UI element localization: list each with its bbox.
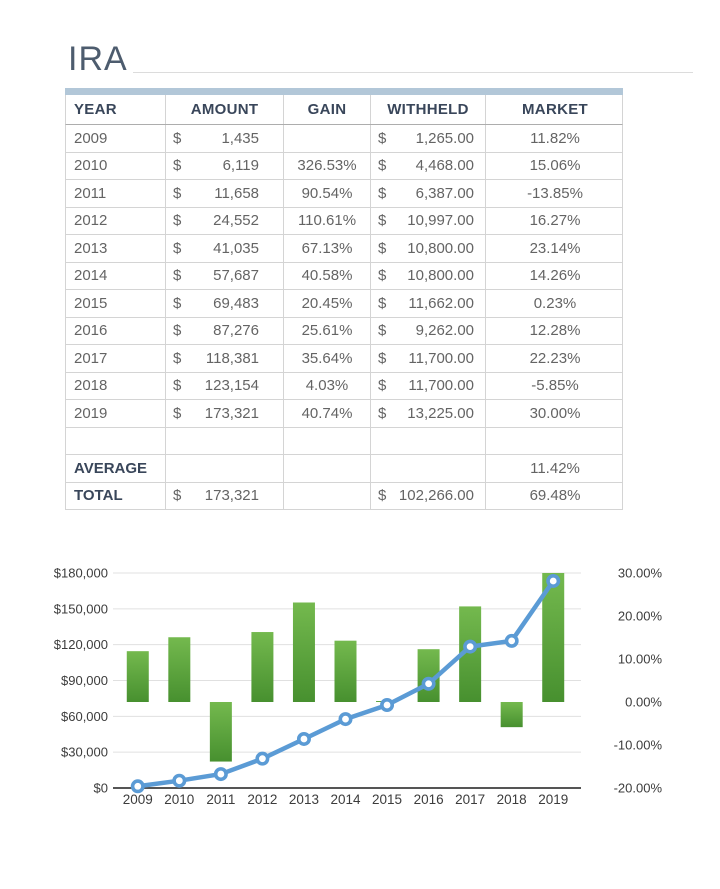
cell-withheld xyxy=(371,345,486,372)
cell-withheld xyxy=(371,428,486,455)
cell-amount-currency: $ xyxy=(173,404,182,422)
cell-gain: 35.64% xyxy=(284,345,371,372)
left-axis-tick: $60,000 xyxy=(61,708,108,724)
cell-year xyxy=(66,428,166,455)
table-row xyxy=(65,180,623,208)
cell-withheld-currency: $ xyxy=(378,129,387,147)
cell-amount-currency: $ xyxy=(173,487,182,505)
cell-market: 11.82% xyxy=(530,129,580,147)
market-bar-2012 xyxy=(251,632,273,702)
cell-withheld xyxy=(371,318,486,345)
x-axis-label: 2015 xyxy=(372,792,403,807)
cell-withheld xyxy=(371,455,486,482)
cell-market: 14.26% xyxy=(529,267,581,285)
cell-year: 2010 xyxy=(66,153,166,180)
cell-withheld-currency: $ xyxy=(378,487,387,505)
cell-amount-value: 11,658 xyxy=(214,184,259,202)
cell-withheld-currency: $ xyxy=(378,157,387,175)
table-row xyxy=(65,400,623,428)
x-axis-label: 2011 xyxy=(206,792,236,807)
cell-withheld-value: 9,262.00 xyxy=(415,322,474,340)
cell-withheld xyxy=(371,125,486,152)
cell-amount-currency: $ xyxy=(173,157,182,175)
cell-amount-currency: $ xyxy=(173,349,182,367)
line-marker-2010 xyxy=(174,775,184,785)
table-body xyxy=(65,125,623,428)
x-axis-label: 2013 xyxy=(288,792,319,807)
cell-amount xyxy=(166,455,284,482)
table-header-row xyxy=(65,95,623,125)
cell-amount xyxy=(166,483,284,510)
left-axis-tick: $30,000 xyxy=(61,744,108,760)
cell-year: 2013 xyxy=(66,235,166,262)
cell-market: 23.14% xyxy=(529,239,581,257)
right-axis-tick: -20.00% xyxy=(613,780,662,796)
cell-year: 2018 xyxy=(66,373,166,400)
table-row xyxy=(65,235,623,263)
table-row xyxy=(65,263,623,291)
header-year: YEAR xyxy=(66,95,166,124)
table-summary xyxy=(65,455,623,510)
right-axis-tick: 20.00% xyxy=(617,608,662,624)
header-market: MARKET xyxy=(522,101,588,118)
line-marker-2013 xyxy=(299,734,309,744)
cell-amount-currency: $ xyxy=(173,129,182,147)
cell-amount xyxy=(166,345,284,372)
page-title: IRA xyxy=(68,40,128,78)
combo-chart xyxy=(0,555,720,835)
cell-withheld xyxy=(371,208,486,235)
cell-amount xyxy=(166,428,284,455)
x-axis-label: 2017 xyxy=(455,792,486,807)
market-bar-2018 xyxy=(501,702,523,727)
cell-withheld-currency: $ xyxy=(378,404,387,422)
cell-year: 2015 xyxy=(66,290,166,317)
cell-withheld-currency: $ xyxy=(378,322,387,340)
cell-amount-currency: $ xyxy=(173,184,182,202)
cell-withheld-currency: $ xyxy=(378,377,387,395)
table-empty-row xyxy=(65,428,623,456)
cell-market: 30.00% xyxy=(529,404,581,422)
cell-withheld xyxy=(371,263,486,290)
cell-market: -13.85% xyxy=(527,184,583,202)
table-accent-bar xyxy=(65,88,623,95)
left-axis-tick: $120,000 xyxy=(53,637,108,653)
cell-year: 2012 xyxy=(66,208,166,235)
cell-withheld xyxy=(371,400,486,427)
cell-market: 69.48% xyxy=(529,487,581,505)
line-marker-2015 xyxy=(382,700,392,710)
cell-withheld-value: 4,468.00 xyxy=(415,157,474,175)
cell-withheld xyxy=(371,483,486,510)
cell-year: 2014 xyxy=(66,263,166,290)
ira-table xyxy=(65,88,623,510)
cell-gain: 40.58% xyxy=(284,263,371,290)
cell-market: 15.06% xyxy=(529,157,581,175)
cell-amount xyxy=(166,290,284,317)
cell-withheld-value: 11,700.00 xyxy=(408,349,474,367)
line-marker-2012 xyxy=(257,753,267,763)
x-axis-label: 2019 xyxy=(538,792,569,807)
cell-gain: 40.74% xyxy=(284,400,371,427)
cell-gain: 90.54% xyxy=(284,180,371,207)
cell-withheld-value: 10,997.00 xyxy=(407,212,474,230)
x-axis-label: 2016 xyxy=(413,792,444,807)
cell-gain xyxy=(284,483,371,510)
cell-year: 2019 xyxy=(66,400,166,427)
cell-gain xyxy=(284,125,371,152)
cell-amount xyxy=(166,235,284,262)
cell-amount-value: 57,687 xyxy=(213,267,259,285)
cell-amount-value: 41,035 xyxy=(213,239,259,257)
market-bar-2011 xyxy=(210,702,232,762)
table-row xyxy=(65,318,623,346)
cell-withheld-value: 10,800.00 xyxy=(407,267,474,285)
title-underline xyxy=(133,72,693,73)
cell-withheld xyxy=(371,235,486,262)
table-row xyxy=(65,290,623,318)
empty-row xyxy=(65,428,623,456)
cell-gain: 67.13% xyxy=(284,235,371,262)
summary-row-total xyxy=(65,483,623,511)
x-axis-label: 2012 xyxy=(247,792,278,807)
cell-market: -5.85% xyxy=(531,377,579,395)
cell-gain xyxy=(284,455,371,482)
x-axis-label: 2009 xyxy=(122,792,153,807)
right-axis-tick: -10.00% xyxy=(613,737,662,753)
cell-amount-value: 173,321 xyxy=(204,404,259,422)
cell-withheld-value: 11,662.00 xyxy=(408,294,474,312)
cell-amount xyxy=(166,263,284,290)
market-bar-2009 xyxy=(127,651,149,702)
cell-withheld-currency: $ xyxy=(378,349,387,367)
cell-withheld-value: 1,265.00 xyxy=(415,129,474,147)
cell-withheld xyxy=(371,180,486,207)
cell-gain: 25.61% xyxy=(284,318,371,345)
market-bar-2013 xyxy=(293,602,315,702)
cell-amount-currency: $ xyxy=(173,212,182,230)
cell-amount xyxy=(166,373,284,400)
cell-market: 12.28% xyxy=(529,322,581,340)
cell-gain: 110.61% xyxy=(284,208,371,235)
line-marker-2019 xyxy=(548,576,558,586)
cell-market: 0.23% xyxy=(533,294,577,312)
header-gain: GAIN xyxy=(284,95,371,124)
table-row xyxy=(65,153,623,181)
cell-gain: 4.03% xyxy=(284,373,371,400)
line-marker-2016 xyxy=(423,679,433,689)
cell-amount-currency: $ xyxy=(173,294,182,312)
cell-year: AVERAGE xyxy=(66,455,166,482)
cell-gain xyxy=(284,428,371,455)
cell-year: 2017 xyxy=(66,345,166,372)
table-row xyxy=(65,345,623,373)
cell-year: 2016 xyxy=(66,318,166,345)
header-withheld: WITHHELD xyxy=(371,95,486,124)
header-amount: AMOUNT xyxy=(166,95,284,124)
cell-year: 2009 xyxy=(66,125,166,152)
cell-withheld xyxy=(371,290,486,317)
cell-amount xyxy=(166,208,284,235)
cell-withheld-currency: $ xyxy=(378,294,387,312)
cell-withheld-value: 6,387.00 xyxy=(415,184,474,202)
cell-withheld-currency: $ xyxy=(378,239,387,257)
cell-market: 16.27% xyxy=(529,212,581,230)
table-row xyxy=(65,373,623,401)
cell-amount-value: 173,321 xyxy=(204,487,259,505)
cell-amount-value: 69,483 xyxy=(213,294,259,312)
line-marker-2009 xyxy=(133,781,143,791)
cell-gain: 326.53% xyxy=(284,153,371,180)
cell-withheld-value: 11,700.00 xyxy=(408,377,474,395)
cell-amount xyxy=(166,125,284,152)
x-axis-label: 2014 xyxy=(330,792,361,807)
cell-market: 11.42% xyxy=(530,459,580,477)
cell-amount-value: 118,381 xyxy=(205,349,259,367)
summary-row-average xyxy=(65,455,623,483)
table-row xyxy=(65,125,623,153)
cell-market xyxy=(486,428,624,455)
cell-amount-value: 6,119 xyxy=(222,157,259,175)
cell-amount xyxy=(166,153,284,180)
cell-amount-value: 123,154 xyxy=(204,377,259,395)
cell-amount-value: 1,435 xyxy=(221,129,259,147)
cell-amount-currency: $ xyxy=(173,322,182,340)
line-marker-2011 xyxy=(216,769,226,779)
cell-amount-currency: $ xyxy=(173,239,182,257)
market-bar-2014 xyxy=(335,641,357,702)
left-axis-tick: $90,000 xyxy=(61,673,108,688)
cell-withheld-value: 102,266.00 xyxy=(398,487,474,505)
cell-amount-value: 87,276 xyxy=(213,322,259,340)
cell-withheld-value: 10,800.00 xyxy=(407,239,474,257)
cell-amount-currency: $ xyxy=(173,377,182,395)
line-marker-2014 xyxy=(340,714,350,724)
cell-amount xyxy=(166,400,284,427)
right-axis-tick: 30.00% xyxy=(617,565,662,581)
line-marker-2018 xyxy=(506,636,516,646)
cell-withheld-currency: $ xyxy=(378,184,387,202)
cell-withheld-currency: $ xyxy=(378,212,387,230)
x-axis-label: 2010 xyxy=(164,792,195,807)
cell-gain: 20.45% xyxy=(284,290,371,317)
right-axis-tick: 10.00% xyxy=(617,651,662,667)
cell-amount xyxy=(166,318,284,345)
line-marker-2017 xyxy=(465,641,475,651)
cell-amount xyxy=(166,180,284,207)
cell-withheld xyxy=(371,373,486,400)
x-axis-label: 2018 xyxy=(496,792,527,807)
cell-year: 2011 xyxy=(66,180,166,207)
left-axis-tick: $0 xyxy=(93,780,108,796)
cell-market: 22.23% xyxy=(529,349,581,367)
market-bar-2010 xyxy=(168,637,190,702)
cell-withheld-currency: $ xyxy=(378,267,387,285)
cell-amount-value: 24,552 xyxy=(213,212,259,230)
right-axis-tick: 0.00% xyxy=(625,694,662,710)
cell-amount-currency: $ xyxy=(173,267,182,285)
left-axis-tick: $150,000 xyxy=(53,601,108,617)
left-axis-tick: $180,000 xyxy=(53,565,108,581)
table-row xyxy=(65,208,623,236)
cell-withheld xyxy=(371,153,486,180)
cell-withheld-value: 13,225.00 xyxy=(407,404,474,422)
cell-year: TOTAL xyxy=(66,483,166,510)
